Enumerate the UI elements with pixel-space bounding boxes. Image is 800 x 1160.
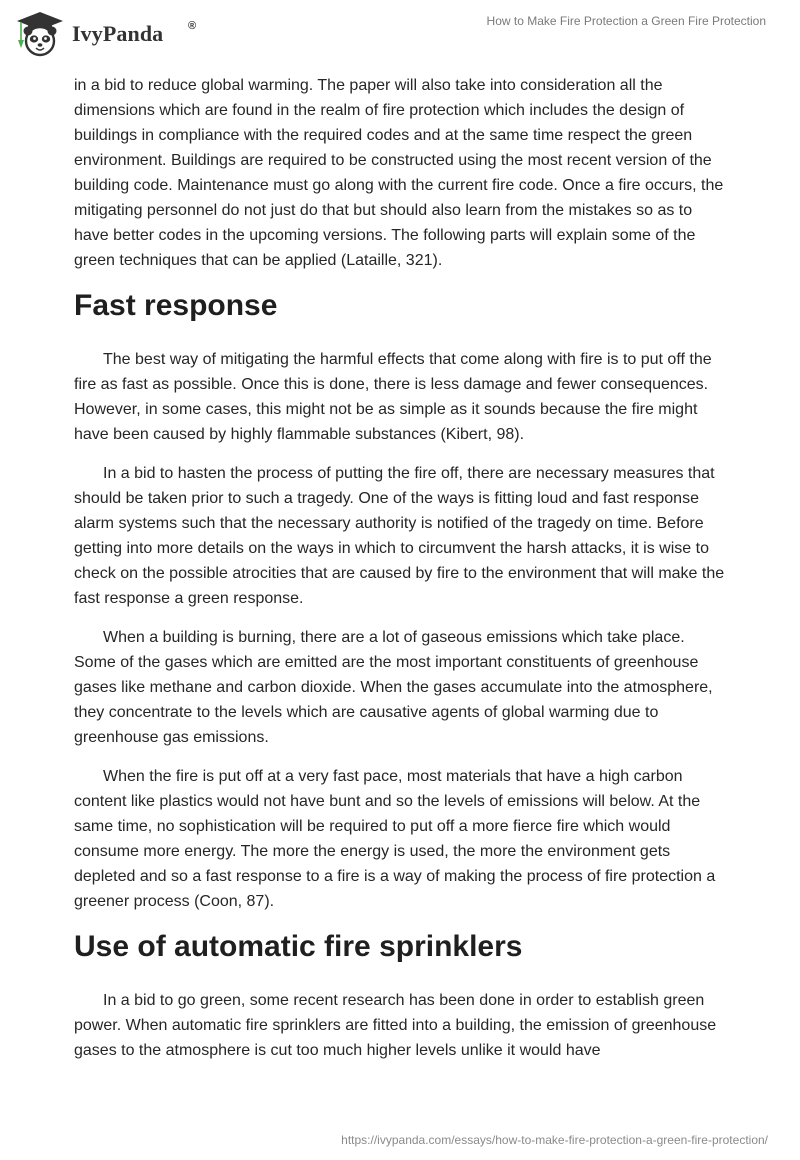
registered-mark: ®: [188, 20, 197, 32]
paragraph: When the fire is put off at a very fast pace, most materials that have a high carbon content like plastics would not have bunt and so the levels of emissions will below. At the same time, no sophistication will be required to put off a more fierce fire which would consume more energy. The more the energy is used, the more the environment gets depleted and so a fast response to a fire is a way of making the process of fire protection a greener process (Coon, 87).: [74, 768, 716, 910]
panda-graduation-cap-icon: [14, 10, 66, 58]
page-header: [0, 0, 800, 66]
section-heading-fast-response: Fast response: [74, 289, 278, 322]
logo-wordmark: IvyPanda: [72, 21, 164, 46]
paragraph: When a building is burning, there are a lot of gaseous emissions which take place. Some of the gases which are emitted are the most important constituents of greenhouse gases like methane and carbon dioxide. When the gases accumulate into the atmosphere, they concentrate to the levels which are causative agents of global warming due to greenhouse gas emissions.: [74, 629, 713, 746]
essay-body: [74, 73, 730, 1077]
paragraph: In a bid to go green, some recent research has been done in order to establish green power. When automatic fire sprinklers are fitted into a building, the emission of greenhouse gases to the atmosphere is cut too much higher levels unlike it would have: [74, 992, 717, 1059]
paragraph: The best way of mitigating the harmful effects that come along with fire is to put off the fire as fast as possible. Once this is done, there is less damage and fewer consequences. However, in some cases, this might not be as simple as it sounds because the fire might have been caused by highly flammable substances (Kibert, 98).: [74, 351, 712, 443]
source-url-link[interactable]: https://ivypanda.com/essays/how-to-make-fire-protection-a-green-fire-protection/: [341, 1133, 768, 1147]
intro-paragraph: in a bid to reduce global warming. The paper will also take into consideration all the dimensions which are found in the realm of fire protection which includes the design of buildings in compliance with the required codes and at the same time respect the green environment. Buildings are required to be constructed using the most recent version of the building code. Maintenance must go along with the current fire code. Once a fire occurs, the mitigating personnel do not just do that but should also learn from the mistakes so as to have better codes in the upcoming versions. The following parts will explain some of the green techniques that can be applied (Lataille, 321).: [74, 77, 724, 269]
ivypanda-logo[interactable]: [14, 10, 214, 58]
paragraph: In a bid to hasten the process of putting the fire off, there are necessary measures that should be taken prior to such a tragedy. One of the ways is fitting loud and fast response alarm systems such that the necessary authority is notified of the tragedy on time. Before getting into more details on the ways in which to circumvent the harsh attacks, it is wise to check on the possible atrocities that are caused by fire to the environment that will make the fast response a green response.: [74, 465, 725, 607]
section-heading-automatic-sprinklers: Use of automatic fire sprinklers: [74, 930, 523, 963]
document-title: How to Make Fire Protection a Green Fire Protection: [486, 14, 766, 28]
